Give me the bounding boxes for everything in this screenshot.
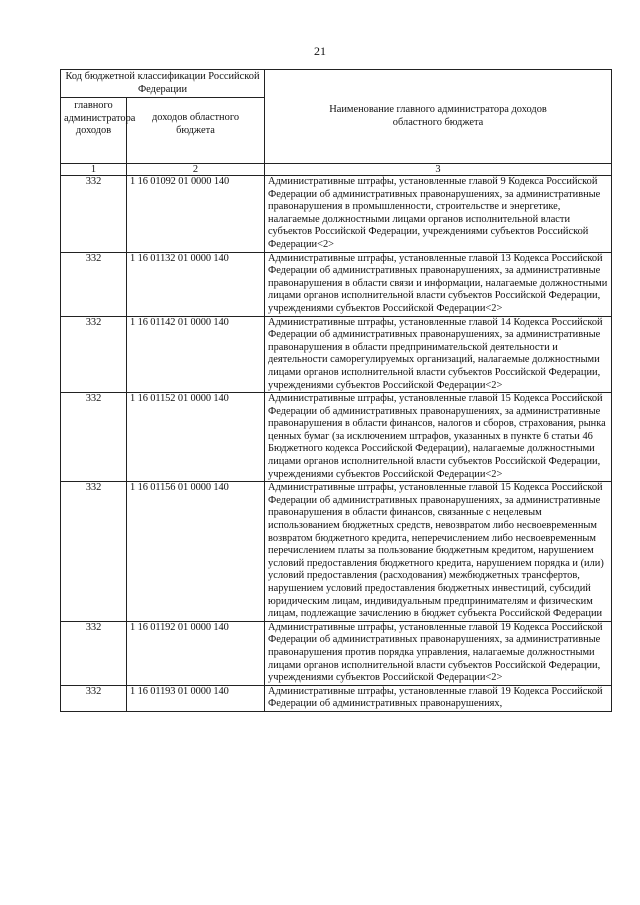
revenue-name-cell: Административные штрафы, установленные главой 9 Кодекса Российской Федерации об административных правонарушениях, за административные правонарушения в промышленности, строительстве и энергетике, налагаемые должностными лицами органов исполнительной власти субъектов Российской Федерации, учреждениями субъектов Российской Федерации<2> xyxy=(265,176,612,253)
revenue-name-cell: Административные штрафы, установленные главой 13 Кодекса Российской Федерации об административных правонарушениях, за административные правонарушения в области связи и информации, налагаемые должностными лицами органов исполнительной власти субъектов Российской Федерации, учреждениями субъектов Российской Федерации<2> xyxy=(265,252,612,316)
table-row xyxy=(61,316,612,393)
name-column-header-text: Наименование главного администратора доходов областного бюджета xyxy=(329,103,547,128)
admin-column-header: главного администратора доходов xyxy=(61,98,127,164)
revenue-code-cell: 1 16 01193 01 0000 140 xyxy=(127,685,265,711)
revenue-code-cell: 1 16 01156 01 0000 140 xyxy=(127,482,265,622)
admin-code-cell: 332 xyxy=(61,621,127,685)
page-number: 21 xyxy=(314,44,326,58)
revenue-column-header-text: доходов областного бюджета xyxy=(151,112,240,136)
revenue-name-cell: Административные штрафы, установленные главой 19 Кодекса Российской Федерации об административных правонарушениях, за административные правонарушения против порядка управления, налагаемые должностными лицами органов исполнительной власти субъектов Российской Федерации, учреждениями субъектов Российской Федерации<2> xyxy=(265,621,612,685)
revenue-code-cell: 1 16 01132 01 0000 140 xyxy=(127,252,265,316)
admin-code-cell: 332 xyxy=(61,252,127,316)
table-body xyxy=(61,70,612,712)
column-number-2: 2 xyxy=(127,164,265,176)
admin-code-cell: 332 xyxy=(61,482,127,622)
admin-code-cell: 332 xyxy=(61,316,127,393)
table-row xyxy=(61,621,612,685)
admin-code-cell: 332 xyxy=(61,393,127,482)
admin-code-cell: 332 xyxy=(61,176,127,253)
table-row xyxy=(61,685,612,711)
table-row xyxy=(61,252,612,316)
admin-code-cell: 332 xyxy=(61,685,127,711)
revenue-column-header xyxy=(127,98,265,164)
table-row xyxy=(61,482,612,622)
name-column-header xyxy=(265,70,612,164)
table-row xyxy=(61,393,612,482)
kbk-group-header: Код бюджетной классификации Российской Федерации xyxy=(61,70,265,98)
column-number-row xyxy=(61,164,612,176)
column-number-1: 1 xyxy=(61,164,127,176)
revenue-name-cell: Административные штрафы, установленные главой 15 Кодекса Российской Федерации об административных правонарушениях, за административные правонарушения в области финансов, налогов и сборов, страхования, рынка ценных бумаг (за исключением штрафов, указанных в пункте 6 статьи 46 Бюджетного кодекса Российской Федерации), налагаемые должностными лицами органов исполнительной власти субъектов Российской Федерации, учреждениями субъектов Российской Федерации<2> xyxy=(265,393,612,482)
revenue-code-cell: 1 16 01142 01 0000 140 xyxy=(127,316,265,393)
revenue-code-cell: 1 16 01092 01 0000 140 xyxy=(127,176,265,253)
revenue-code-cell: 1 16 01192 01 0000 140 xyxy=(127,621,265,685)
table-row xyxy=(61,176,612,253)
column-number-3: 3 xyxy=(265,164,612,176)
header-row xyxy=(61,70,612,98)
revenue-name-cell: Административные штрафы, установленные главой 19 Кодекса Российской Федерации об административных правонарушениях, xyxy=(265,685,612,711)
revenue-name-cell: Административные штрафы, установленные главой 15 Кодекса Российской Федерации об административных правонарушениях, за административные правонарушения в области финансов, связанные с нецелевым использованием бюджетных средств, невозвратом либо несвоевременным возвратом бюджетного кредита, неперечислением либо несвоевременным перечислением платы за пользование бюджетным кредитом, нарушением условий предоставления бюджетного кредита, нарушением порядка и (или) условий предоставления (расходования) межбюджетных трансфертов, нарушением условий предоставления бюджетных инвестиций, субсидий юридическим лицам, индивидуальным предпринимателям и физическим лицам, подлежащие зачислению в бюджет субъекта Российской Федерации xyxy=(265,482,612,622)
revenue-name-cell: Административные штрафы, установленные главой 14 Кодекса Российской Федерации об административных правонарушениях, за административные правонарушения в области предпринимательской деятельности и деятельности саморегулируемых организаций, налагаемые должностными лицами органов исполнительной власти субъектов Российской Федерации, учреждениями субъектов Российской Федерации<2> xyxy=(265,316,612,393)
revenue-code-cell: 1 16 01152 01 0000 140 xyxy=(127,393,265,482)
budget-classification-table xyxy=(60,69,612,712)
